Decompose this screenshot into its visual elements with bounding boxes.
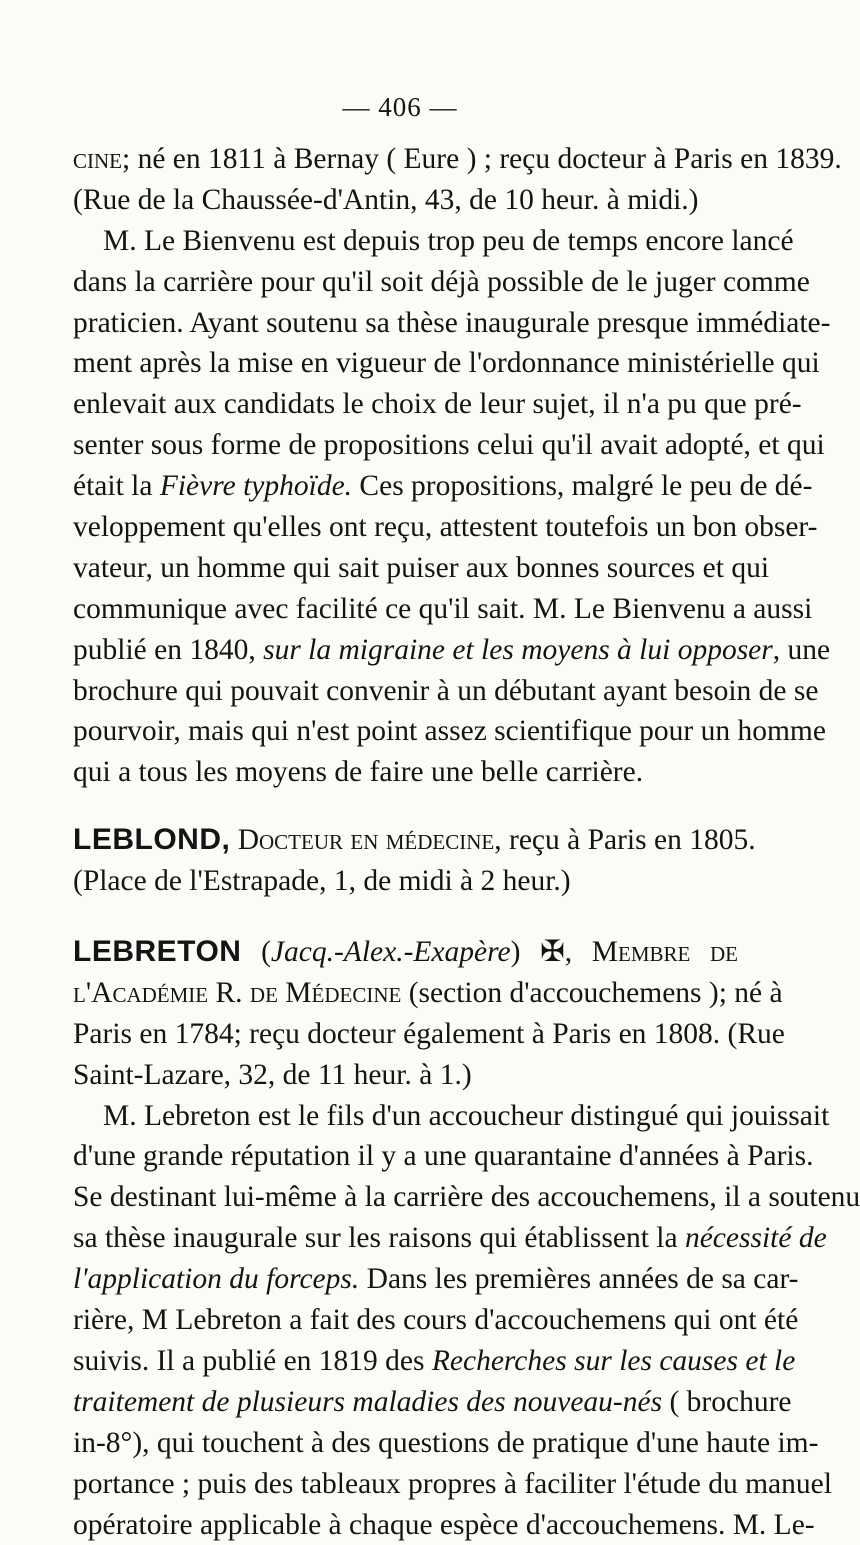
text-line: l'Académie R. de Médecine (section d'accouchemens ); né à [73,973,738,1014]
text-line: brochure qui pouvait convenir à un débutant ayant besoin de se [73,671,738,712]
entry-name: LEBLOND, [73,823,230,856]
page-body [73,139,738,1545]
text-line: M. Le Bienvenu est depuis trop peu de temps encore lancé [73,221,738,262]
text-line: pourvoir, mais qui n'est point assez scientifique pour un homme [73,711,738,752]
address-line: (Place de l'Estrapade, 1, de midi à 2 heur.) [73,861,738,902]
text-line: publié en 1840, sur la migraine et les moyens à lui opposer, une [73,630,738,671]
text-line: dans la carrière pour qu'il soit déjà possible de le juger comme [73,262,738,303]
text-line: cine; né en 1811 à Bernay ( Eure ) ; reçu docteur à Paris en 1839. [73,139,738,180]
text-line: communique avec facilité ce qu'il sait. M. Le Bienvenu a aussi [73,589,738,630]
address-line: Saint-Lazare, 32, de 11 heur. à 1.) [73,1055,738,1096]
text-line: veloppement qu'elles ont reçu, attestent toutefois un bon obser- [73,507,738,548]
text-line: praticien. Ayant soutenu sa thèse inaugurale presque immédiate- [73,303,738,344]
page-number: — 406 — [0,92,800,123]
entry-heading: LEBRETON (Jacq.-Alex.-Exapère) ✠, Membre de [73,932,738,973]
text-line: traitement de plusieurs maladies des nouveau-nés ( brochure [73,1382,738,1423]
text-line: suivis. Il a publié en 1819 des Recherches sur les causes et le [73,1341,738,1382]
text-line: M. Lebreton est le fils d'un accoucheur distingué qui jouissait [73,1096,738,1137]
text-line: senter sous forme de propositions celui qu'il avait adopté, et qui [73,425,738,466]
address-line: (Rue de la Chaussée-d'Antin, 43, de 10 heur. à midi.) [73,180,738,221]
text-line: Paris en 1784; reçu docteur également à Paris en 1808. (Rue [73,1014,738,1055]
text-line: rière, M Lebreton a fait des cours d'accouchemens qui ont été [73,1300,738,1341]
text-line: sa thèse inaugurale sur les raisons qui établissent la nécessité de [73,1218,738,1259]
entry-heading: LEBLOND, Docteur en médecine, reçu à Paris en 1805. [73,820,738,861]
text-line: Se destinant lui-même à la carrière des accouchemens, il a soutenu [73,1177,738,1218]
legion-honneur-icon: ✠ [540,936,565,968]
text-line: d'une grande réputation il y a une quarantaine d'années à Paris. [73,1136,738,1177]
text-line: vateur, un homme qui sait puiser aux bonnes sources et qui [73,548,738,589]
text-line: ment après la mise en vigueur de l'ordonnance ministérielle qui [73,343,738,384]
text-line: enlevait aux candidats le choix de leur sujet, il n'a pu que pré- [73,384,738,425]
entry-name: LEBRETON [73,935,241,968]
text-line: opératoire applicable à chaque espèce d'accouchemens. M. Le- [73,1505,738,1545]
text-line: l'application du forceps. Dans les premières années de sa car- [73,1259,738,1300]
text-line: in-8°), qui touchent à des questions de pratique d'une haute im- [73,1423,738,1464]
text-line: portance ; puis des tableaux propres à faciliter l'étude du manuel [73,1464,738,1505]
text-line: qui a tous les moyens de faire une belle carrière. [73,752,738,793]
text-line: était la Fièvre typhoïde. Ces propositions, malgré le peu de dé- [73,466,738,507]
